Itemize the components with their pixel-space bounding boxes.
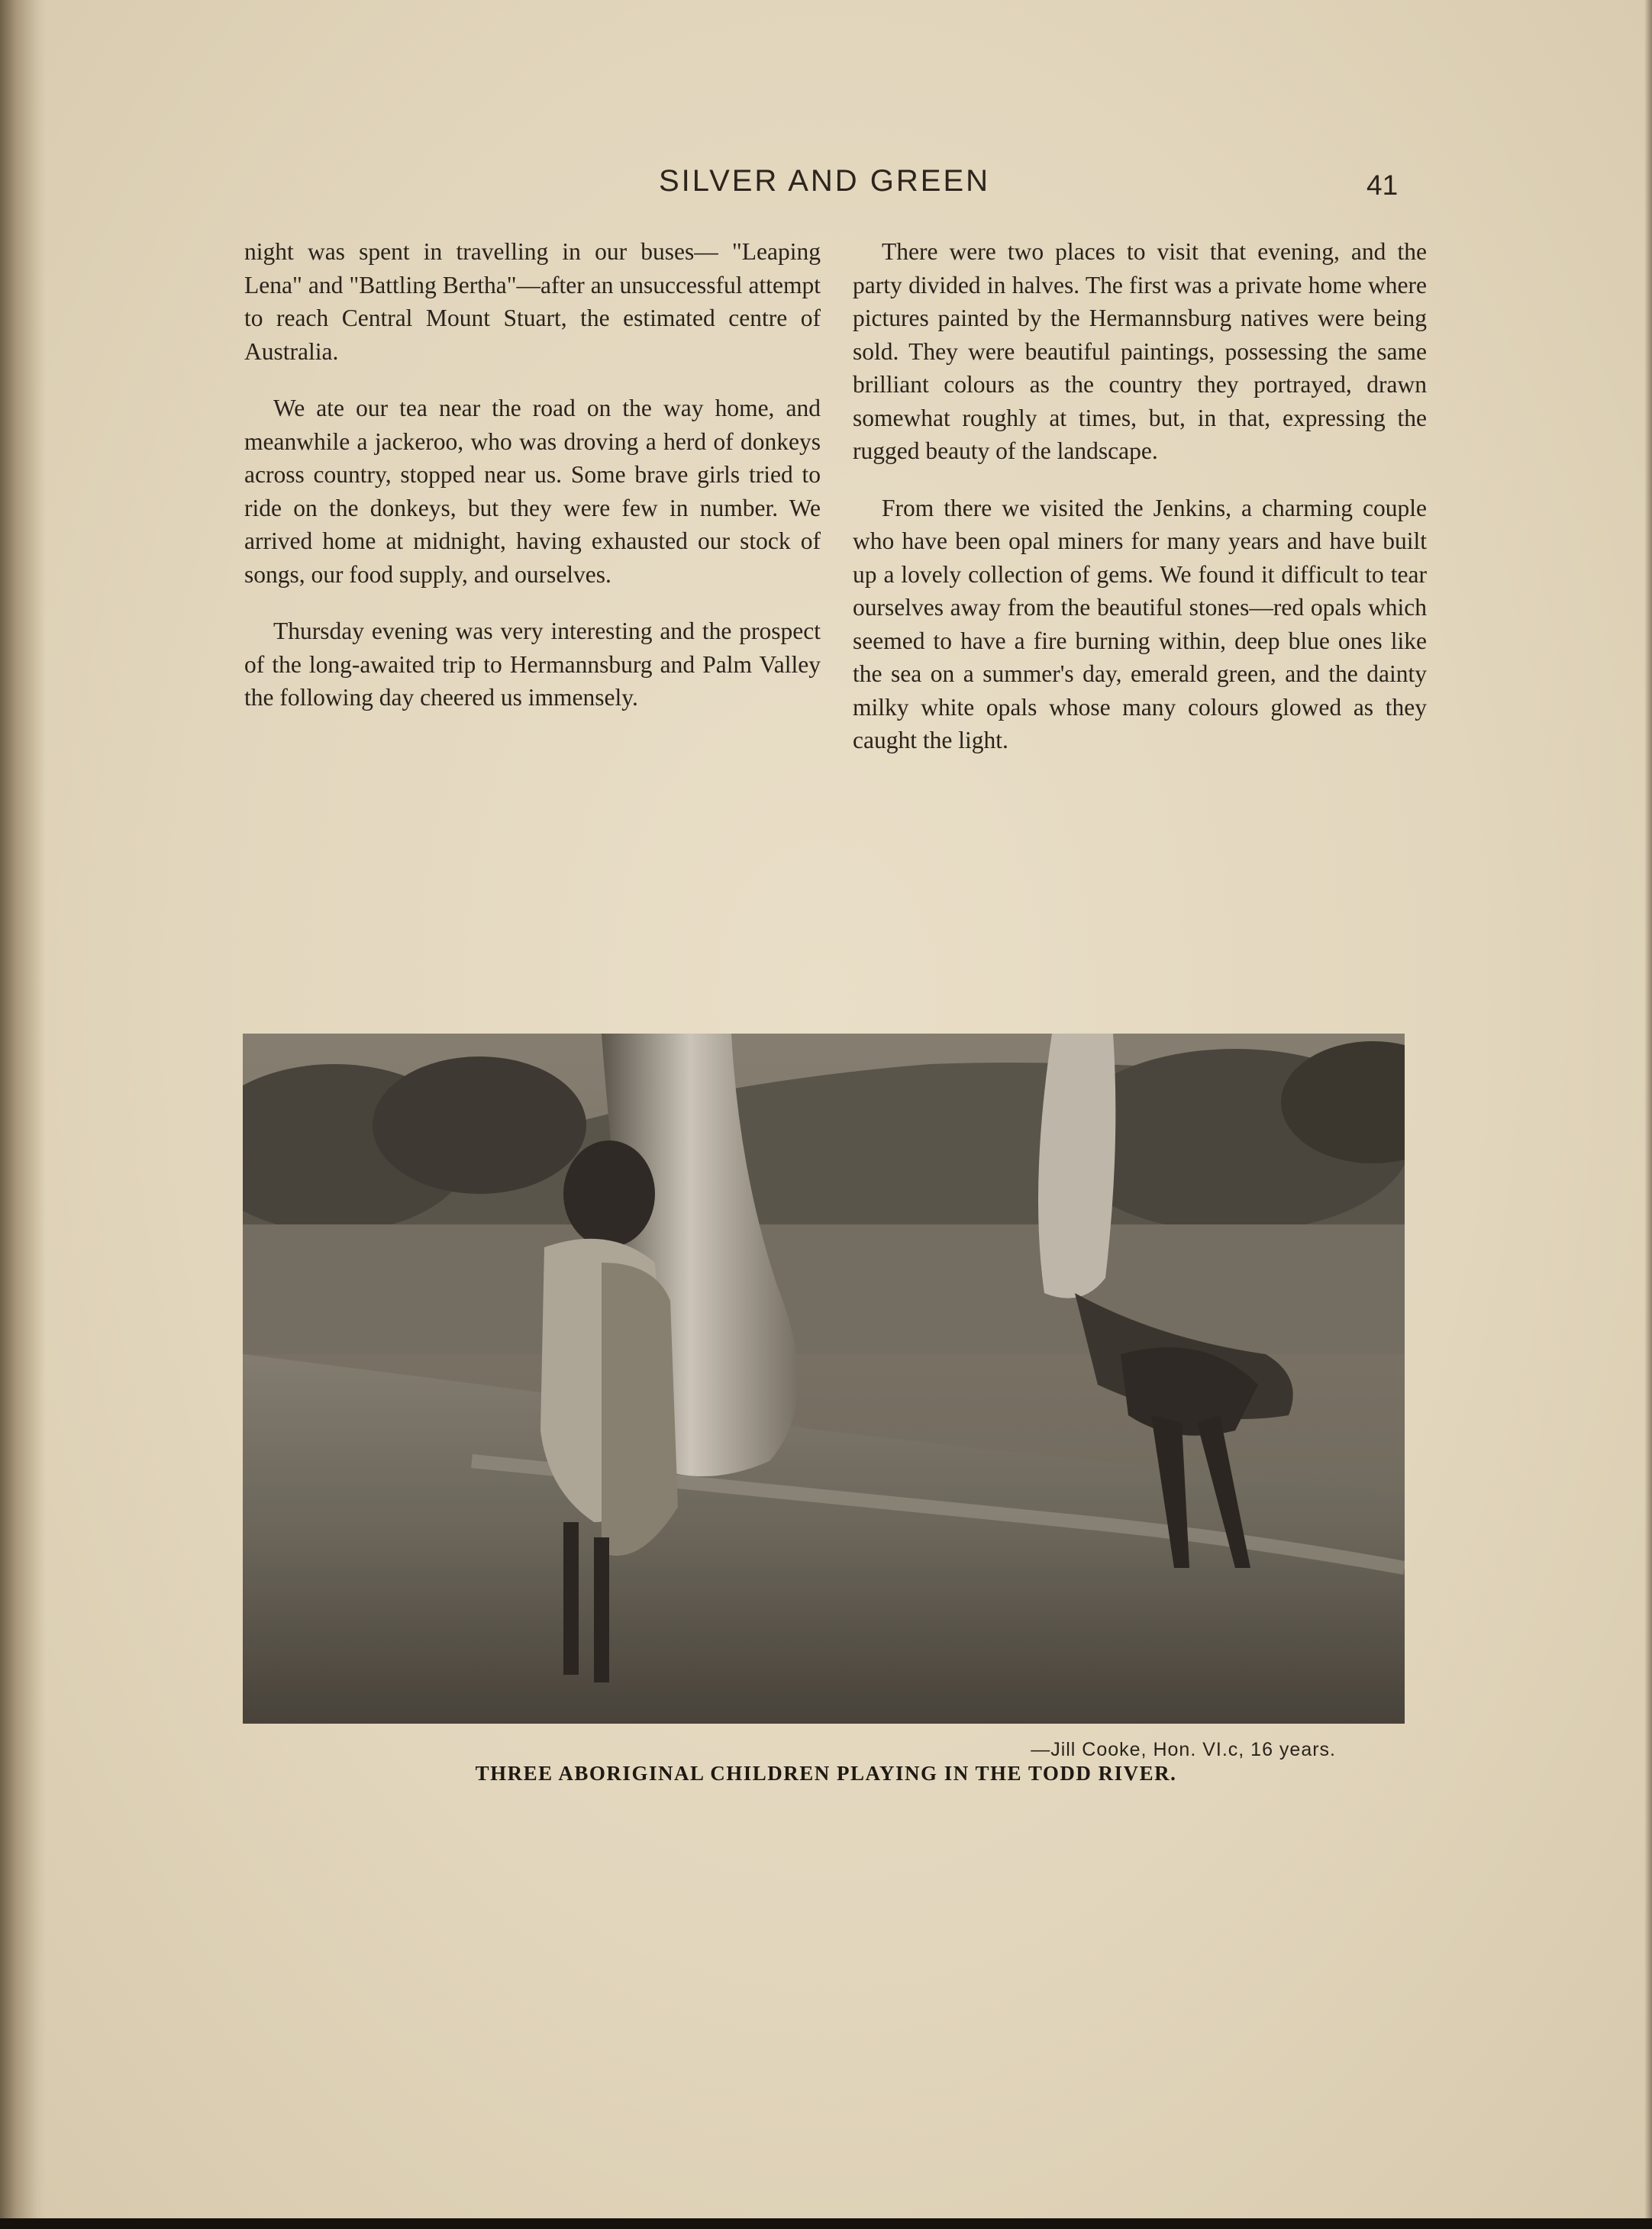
photo-credit: —Jill Cooke, Hon. VI.c, 16 years.	[1031, 1739, 1336, 1760]
paragraph: There were two places to visit that evening, and the party divided in halves. The first was a private home where pictures painted by the Hermannsburg natives were being sold. They were beautiful paintings, possessing the same brilliant colours as the country they portrayed, drawn somewhat roughly at times, but, in that, expressing the rugged beauty of the landscape.	[853, 238, 1427, 464]
paragraph: night was spent in travelling in our buses— "Leaping Lena" and "Battling Bertha"—after an unsuccessful attempt to reach Central Mount Stuart, the estimated centre of Australia.	[244, 238, 821, 365]
photograph-image	[243, 1034, 1405, 1724]
page-number: 41	[1366, 169, 1399, 201]
paragraph: Thursday evening was very interesting and the prospect of the long-awaited trip to Hermannsburg and Palm Valley the following day cheered us immensely.	[244, 618, 821, 711]
photo-caption-text: THREE ABORIGINAL CHILDREN PLAYING IN THE TODD RIVER.	[475, 1762, 1177, 1785]
photo-caption	[0, 1762, 1652, 1785]
paragraph: We ate our tea near the road on the way home, and meanwhile a jackeroo, who was droving a herd of donkeys across country, stopped near us. Some brave girls tried to ride on the donkeys, but they were few in number. We arrived home at midnight, having exhausted our stock of songs, our food supply, and ourselves.	[244, 395, 821, 588]
right-column	[853, 235, 1427, 781]
page-edge-shadow	[1644, 0, 1652, 2229]
journal-title: SILVER AND GREEN	[659, 164, 991, 198]
page-bottom-edge	[0, 2218, 1652, 2229]
left-column	[244, 235, 821, 738]
paragraph: From there we visited the Jenkins, a charming couple who have been opal miners for many years and have built up a lovely collection of gems. We found it difficult to tear ourselves away from the beautiful stones—red opals which seemed to have a fire burning within, deep blue ones like the sea on a summer's day, emerald green, and the dainty milky white opals whose many colours glowed as they caught the light.	[853, 494, 1427, 753]
photograph	[243, 1034, 1405, 1724]
book-spine-shadow	[0, 0, 46, 2229]
